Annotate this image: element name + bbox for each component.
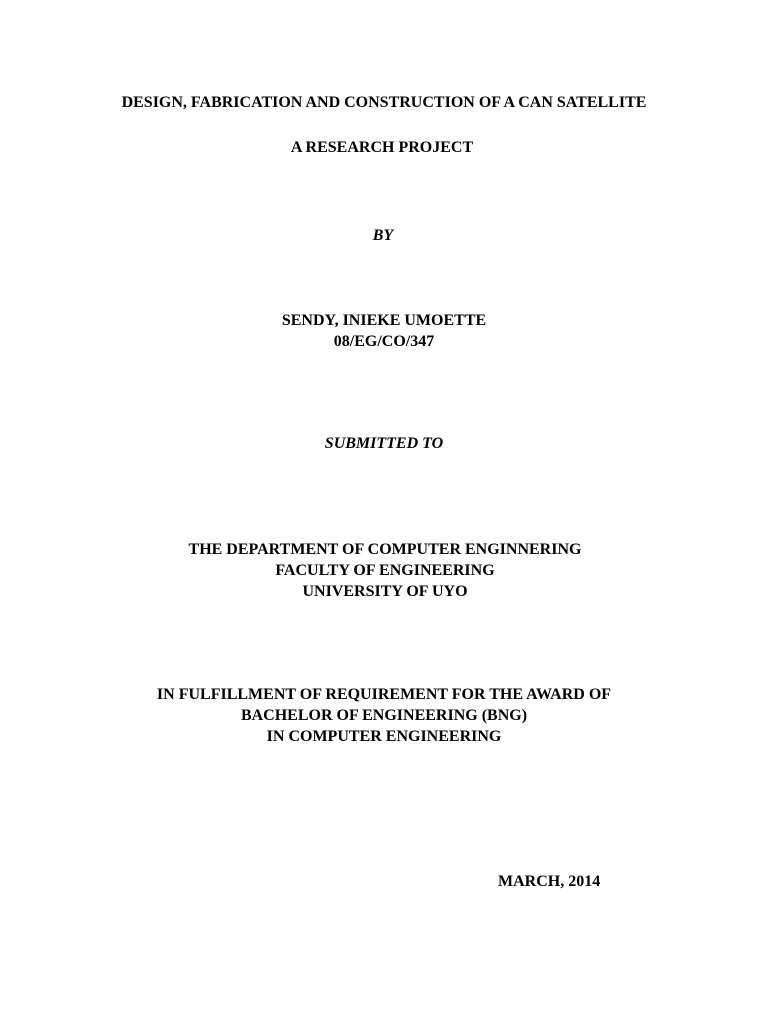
institution-block bbox=[1, 539, 768, 602]
fulfillment-line-1: IN FULFILLMENT OF REQUIREMENT FOR THE AWARD OF bbox=[156, 686, 612, 703]
by-label: BY bbox=[372, 227, 394, 244]
submission-date: MARCH, 2014 bbox=[498, 873, 601, 890]
fulfillment-statement bbox=[0, 684, 768, 747]
university-name: UNIVERSITY OF UYO bbox=[302, 583, 468, 600]
fulfillment-line-3: IN COMPUTER ENGINEERING bbox=[266, 728, 502, 745]
faculty-name: FACULTY OF ENGINEERING bbox=[275, 562, 495, 579]
submitted-to-label: SUBMITTED TO bbox=[324, 435, 444, 452]
document-title: DESIGN, FABRICATION AND CONSTRUCTION OF A CAN SATELLITE bbox=[121, 94, 647, 111]
department-name: THE DEPARTMENT OF COMPUTER ENGINNERING bbox=[188, 541, 582, 558]
fulfillment-line-2: BACHELOR OF ENGINEERING (BNG) bbox=[240, 707, 528, 724]
author-name: SENDY, INIEKE UMOETTE bbox=[281, 312, 487, 329]
document-subtitle: A RESEARCH PROJECT bbox=[290, 139, 474, 156]
registration-number: 08/EG/CO/347 bbox=[333, 333, 435, 350]
author-block bbox=[0, 310, 768, 352]
